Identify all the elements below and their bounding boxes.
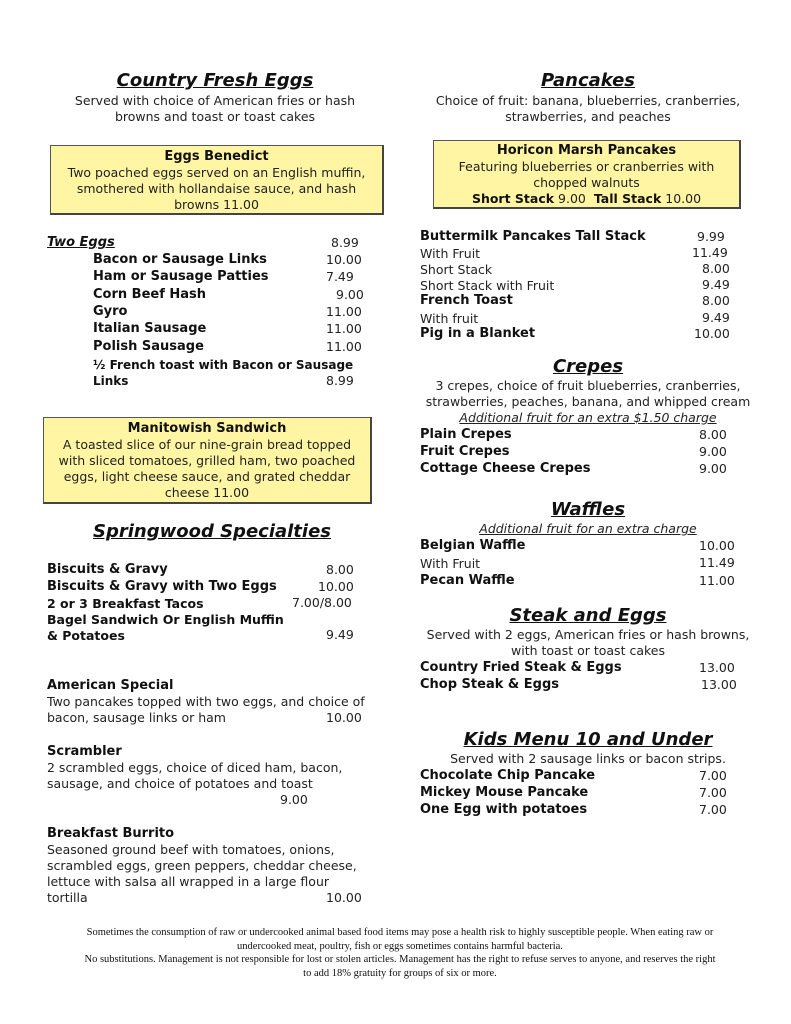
disclaimer-line: Sometimes the consumption of raw or undercooked animal based food items may pose a health risk to highly susceptible people. When eating raw or — [86, 927, 714, 938]
section-title-pancakes: Pancakes — [540, 70, 636, 91]
box-line: Featuring blueberries or cranberries with — [458, 159, 715, 174]
subtitle-line: Choice of fruit: banana, blueberries, cranberries, — [435, 93, 741, 108]
section-subtitle — [40, 93, 390, 125]
section-title-springwood: Springwood Specialties — [92, 521, 332, 542]
section-title-waffles: Waffles — [550, 499, 626, 520]
crepes-note: Additional fruit for an extra $1.50 charge — [459, 410, 717, 425]
subtitle-line: Served with 2 eggs, American fries or hash browns, — [426, 627, 750, 642]
menu-item: Fruit Crepes — [420, 444, 510, 459]
menu-item: Gyro — [93, 304, 128, 319]
manitowish-title: Manitowish Sandwich — [127, 421, 287, 436]
menu-item: Italian Sausage — [93, 321, 207, 336]
menu-item-price: 9.00 — [280, 792, 308, 807]
menu-item-price: 9.00 — [699, 461, 727, 476]
menu-item: Cottage Cheese Crepes — [420, 461, 591, 476]
menu-item-price: 9.49 — [702, 310, 730, 325]
menu-item: One Egg with potatoes — [420, 802, 588, 817]
box-line: cheese 11.00 — [164, 485, 250, 500]
menu-item: Belgian Waffle — [420, 538, 526, 553]
menu-item-price: 9.00 — [699, 444, 727, 459]
subtitle-line: browns and toast or toast cakes — [114, 109, 316, 124]
item-description — [47, 842, 357, 906]
box-line: Two poached eggs served on an English muffin, — [67, 165, 366, 180]
menu-item: Pecan Waffle — [420, 573, 515, 588]
menu-item: Mickey Mouse Pancake — [420, 785, 589, 800]
description-line: 2 scrambled eggs, choice of diced ham, bacon, — [47, 760, 343, 775]
menu-item-price: 7.00 — [699, 785, 727, 800]
menu-item: Corn Beef Hash — [93, 287, 207, 302]
menu-item-price: 11.00 — [699, 573, 735, 588]
menu-item: 2 or 3 Breakfast Tacos — [47, 596, 204, 611]
box-line: eggs, light cheese sauce, and grated cheddar — [63, 469, 351, 484]
menu-item-price: 8.99 — [326, 373, 354, 388]
two-eggs-label: Two Eggs — [47, 235, 115, 250]
menu-item: Biscuits & Gravy with Two Eggs — [47, 579, 277, 594]
horicon-title: Horicon Marsh Pancakes — [496, 143, 677, 158]
section-title-country-fresh-eggs: Country Fresh Eggs — [116, 70, 314, 91]
menu-item: Polish Sausage — [93, 339, 204, 354]
description-line: bacon, sausage links or ham — [47, 710, 226, 725]
menu-item-price: 7.49 — [326, 269, 354, 284]
description-line: lettuce with salsa all wrapped in a large flour — [47, 874, 330, 889]
menu-item-bagel: Bagel Sandwich Or English Muffin — [47, 612, 284, 627]
subtitle-line: strawberries, peaches, banana, and whipped cream — [425, 394, 751, 409]
menu-item-price: 11.49 — [692, 245, 728, 260]
tall-stack-price: 10.00 — [665, 191, 702, 206]
menu-item-price: 9.00 — [336, 287, 364, 302]
menu-item-price: 10.00 — [318, 579, 354, 594]
eggs-benedict-title: Eggs Benedict — [164, 149, 269, 164]
menu-item-price: 10.00 — [326, 890, 362, 905]
menu-item-price: 10.00 — [326, 710, 362, 725]
section-subtitle: Served with 2 sausage links or bacon strips. — [450, 751, 726, 766]
subtitle-line: with toast or toast cakes — [511, 643, 665, 658]
menu-item: Short Stack — [420, 262, 493, 277]
manitowish-sandwich-box — [43, 417, 372, 504]
menu-item-price: 9.99 — [697, 229, 725, 244]
menu-item-price: 10.00 — [326, 252, 362, 267]
box-line: smothered with hollandaise sauce, and hash — [76, 181, 357, 196]
menu-item-french-toast-combo-cont: Links — [93, 374, 129, 388]
subtitle-line: Served with choice of American fries or hash — [74, 93, 356, 108]
section-subtitle — [413, 93, 763, 125]
disclaimer-line: undercooked meat, poultry, fish or eggs sometimes contains harmful bacteria. — [237, 940, 563, 952]
description-line: tortilla — [47, 890, 88, 905]
menu-item: Short Stack with Fruit — [420, 278, 555, 293]
section-subtitle — [413, 378, 763, 426]
menu-item-bagel-cont: & Potatoes — [47, 628, 125, 643]
menu-item: Pig in a Blanket — [420, 326, 536, 341]
section-title-kids-menu: Kids Menu 10 and Under — [463, 729, 713, 750]
subtitle-line: 3 crepes, choice of fruit blueberries, cranberries, — [435, 378, 741, 393]
menu-item-scrambler: Scrambler — [47, 744, 122, 759]
short-stack-label: Short Stack — [471, 191, 555, 206]
item-description — [47, 760, 342, 792]
menu-item: Chocolate Chip Pancake — [420, 768, 596, 783]
description-line: Two pancakes topped with two eggs, and choice of — [47, 694, 365, 709]
menu-item-price: 8.00 — [326, 562, 354, 577]
eggs-benedict-box — [50, 145, 384, 215]
two-eggs-price: 8.99 — [331, 235, 359, 250]
menu-item-price: 8.00 — [702, 261, 730, 276]
short-stack-price: 9.00 — [558, 191, 586, 206]
menu-item: With Fruit — [420, 246, 481, 261]
menu-item-price: 8.00 — [699, 427, 727, 442]
box-line: chopped walnuts — [533, 175, 640, 190]
box-line: with sliced tomatoes, grilled ham, two poached — [58, 453, 356, 468]
description-line: sausage, and choice of potatoes and toast — [47, 776, 313, 791]
menu-item-price: 7.00/8.00 — [292, 595, 352, 610]
section-title-crepes: Crepes — [552, 356, 624, 377]
menu-item: Biscuits & Gravy — [47, 562, 168, 577]
box-line: A toasted slice of our nine-grain bread topped — [62, 437, 352, 452]
menu-item: Buttermilk Pancakes Tall Stack — [420, 229, 646, 244]
disclaimer-line: to add 18% gratuity for groups of six or more. — [303, 967, 497, 979]
disclaimer-line: No substitutions. Management is not responsible for lost or stolen articles. Management has the right to refuse serves to anyone, and reserves the right — [84, 954, 716, 965]
menu-item-price: 8.00 — [702, 293, 730, 308]
menu-item: Plain Crepes — [420, 427, 512, 442]
menu-item: With fruit — [420, 311, 479, 326]
menu-item-breakfast-burrito: Breakfast Burrito — [47, 826, 175, 841]
box-line: browns 11.00 — [174, 197, 259, 212]
section-subtitle — [413, 627, 763, 659]
footer-disclaimer — [40, 926, 760, 980]
description-line: Seasoned ground beef with tomatoes, onions, — [47, 842, 335, 857]
waffles-note: Additional fruit for an extra charge — [479, 521, 697, 536]
menu-item-price: 11.00 — [326, 339, 362, 354]
horicon-marsh-box — [433, 140, 741, 209]
menu-item-price: 9.49 — [702, 277, 730, 292]
menu-item: French Toast — [420, 293, 513, 308]
menu-item-price: 10.00 — [694, 326, 730, 341]
section-title-steak-and-eggs: Steak and Eggs — [509, 605, 667, 626]
item-description — [47, 694, 365, 726]
menu-item: Bacon or Sausage Links — [93, 252, 267, 267]
menu-item: Country Fried Steak & Eggs — [420, 660, 622, 675]
subtitle-line: strawberries, and peaches — [505, 109, 671, 124]
menu-item-price: 10.00 — [699, 538, 735, 553]
description-line: scrambled eggs, green peppers, cheddar cheese, — [47, 858, 357, 873]
menu-item-french-toast-combo: ½ French toast with Bacon or Sausage — [93, 358, 354, 372]
menu-item-price: 11.00 — [326, 321, 362, 336]
tall-stack-label: Tall Stack — [593, 191, 662, 206]
horicon-prices — [434, 191, 739, 207]
menu-item-price: 11.49 — [699, 555, 735, 570]
menu-item-price: 11.00 — [326, 304, 362, 319]
menu-item-american-special: American Special — [47, 678, 174, 693]
menu-item: Chop Steak & Eggs — [420, 677, 559, 692]
menu-item-price: 13.00 — [701, 677, 737, 692]
menu-item-price: 13.00 — [699, 660, 735, 675]
menu-item-price: 7.00 — [699, 768, 727, 783]
menu-item: Ham or Sausage Patties — [93, 269, 269, 284]
menu-item-price: 9.49 — [326, 627, 354, 642]
menu-item: With Fruit — [420, 556, 481, 571]
menu-item-price: 7.00 — [699, 802, 727, 817]
